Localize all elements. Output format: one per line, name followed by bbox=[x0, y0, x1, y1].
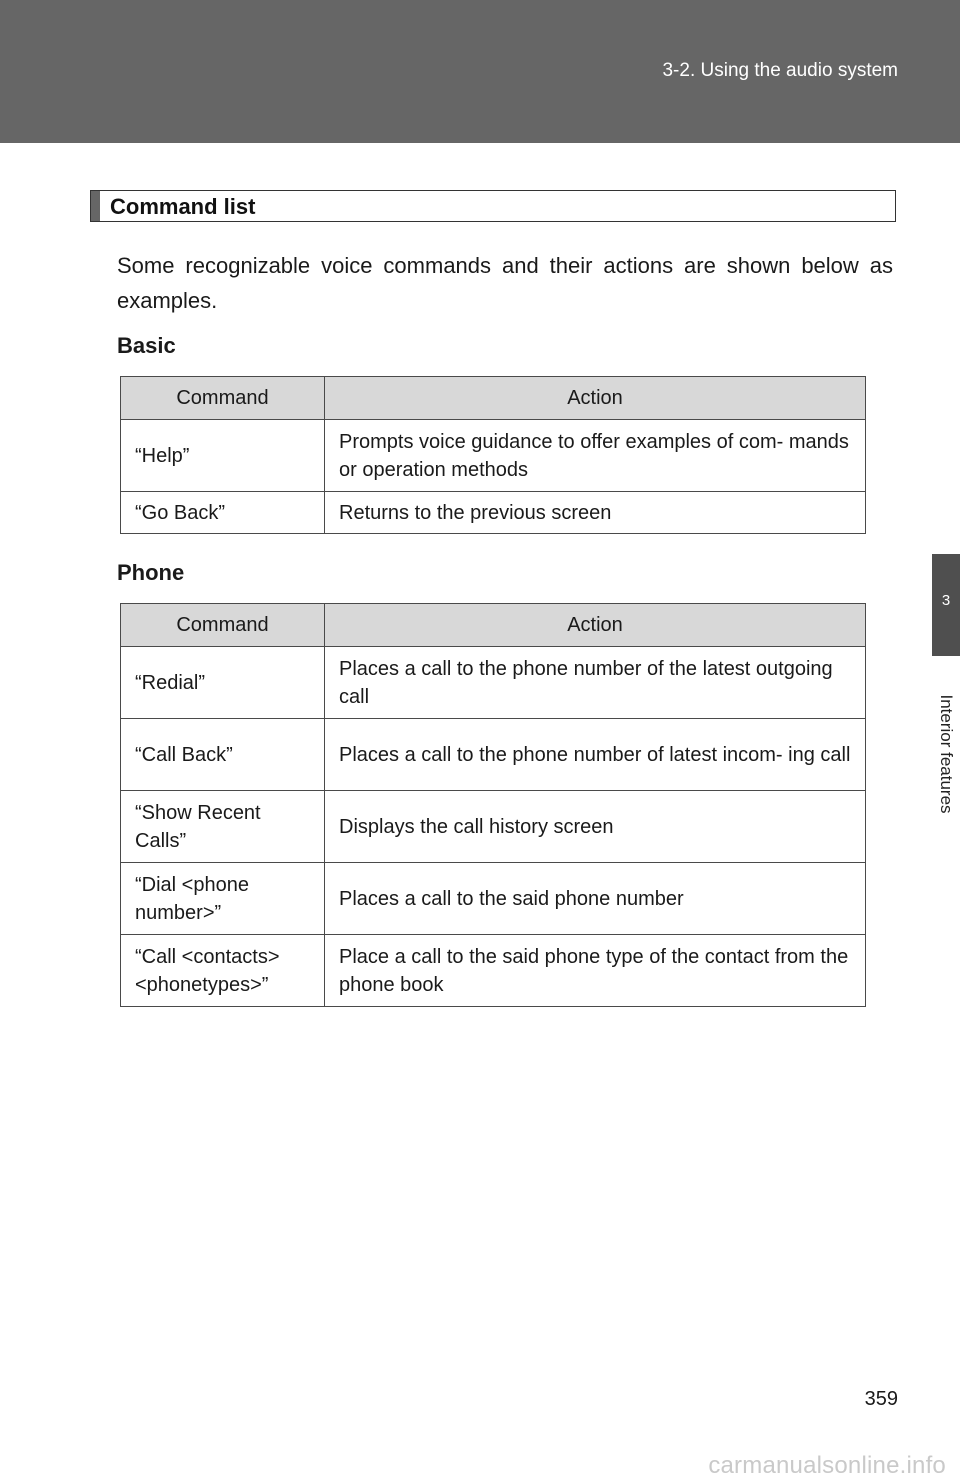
action-cell: Returns to the previous screen bbox=[325, 492, 866, 534]
chapter-label: Interior features bbox=[937, 694, 956, 814]
command-cell: “Help” bbox=[121, 420, 325, 492]
section-title: Command list bbox=[110, 194, 256, 219]
table-header-row bbox=[121, 377, 866, 420]
command-cell: “Call Back” bbox=[121, 719, 325, 791]
header-section-title: 3-2. Using the audio system bbox=[662, 60, 898, 81]
basic-heading: Basic bbox=[117, 333, 176, 358]
chapter-number-tab: 3 bbox=[932, 554, 960, 656]
intro-paragraph: Some recognizable voice commands and their actions are shown below as examples. bbox=[117, 253, 893, 313]
page-number: 359 bbox=[864, 1388, 898, 1410]
table-row bbox=[121, 420, 866, 492]
watermark: carmanualsonline.info bbox=[708, 1452, 946, 1479]
column-header-command: Command bbox=[121, 604, 325, 647]
table-row bbox=[121, 719, 866, 791]
table-row bbox=[121, 647, 866, 719]
command-cell: “Dial <phone number>” bbox=[121, 863, 325, 935]
table-row bbox=[121, 935, 866, 1007]
table-row bbox=[121, 863, 866, 935]
action-cell: Place a call to the said phone type of the contact from the phone book bbox=[325, 935, 866, 1007]
header-band bbox=[0, 0, 960, 143]
table-header-row bbox=[121, 604, 866, 647]
column-header-action: Action bbox=[325, 377, 866, 420]
section-title-box bbox=[90, 190, 896, 222]
action-cell: Displays the call history screen bbox=[325, 791, 866, 863]
chapter-label-tab bbox=[932, 656, 960, 852]
table-row bbox=[121, 791, 866, 863]
action-cell: Places a call to the phone number of the latest outgoing call bbox=[325, 647, 866, 719]
action-cell: Prompts voice guidance to offer examples of com- mands or operation methods bbox=[325, 420, 866, 492]
phone-heading: Phone bbox=[117, 560, 185, 585]
action-cell: Places a call to the phone number of latest incom- ing call bbox=[325, 719, 866, 791]
phone-command-table bbox=[120, 603, 866, 1007]
table-row bbox=[121, 492, 866, 534]
column-header-action: Action bbox=[325, 604, 866, 647]
action-cell: Places a call to the said phone number bbox=[325, 863, 866, 935]
command-cell: “Go Back” bbox=[121, 492, 325, 534]
command-cell: “Show Recent Calls” bbox=[121, 791, 325, 863]
column-header-command: Command bbox=[121, 377, 325, 420]
command-cell: “Redial” bbox=[121, 647, 325, 719]
section-marker bbox=[91, 191, 100, 221]
command-cell: “Call <contacts> <phonetypes>” bbox=[121, 935, 325, 1007]
basic-command-table bbox=[120, 376, 866, 534]
